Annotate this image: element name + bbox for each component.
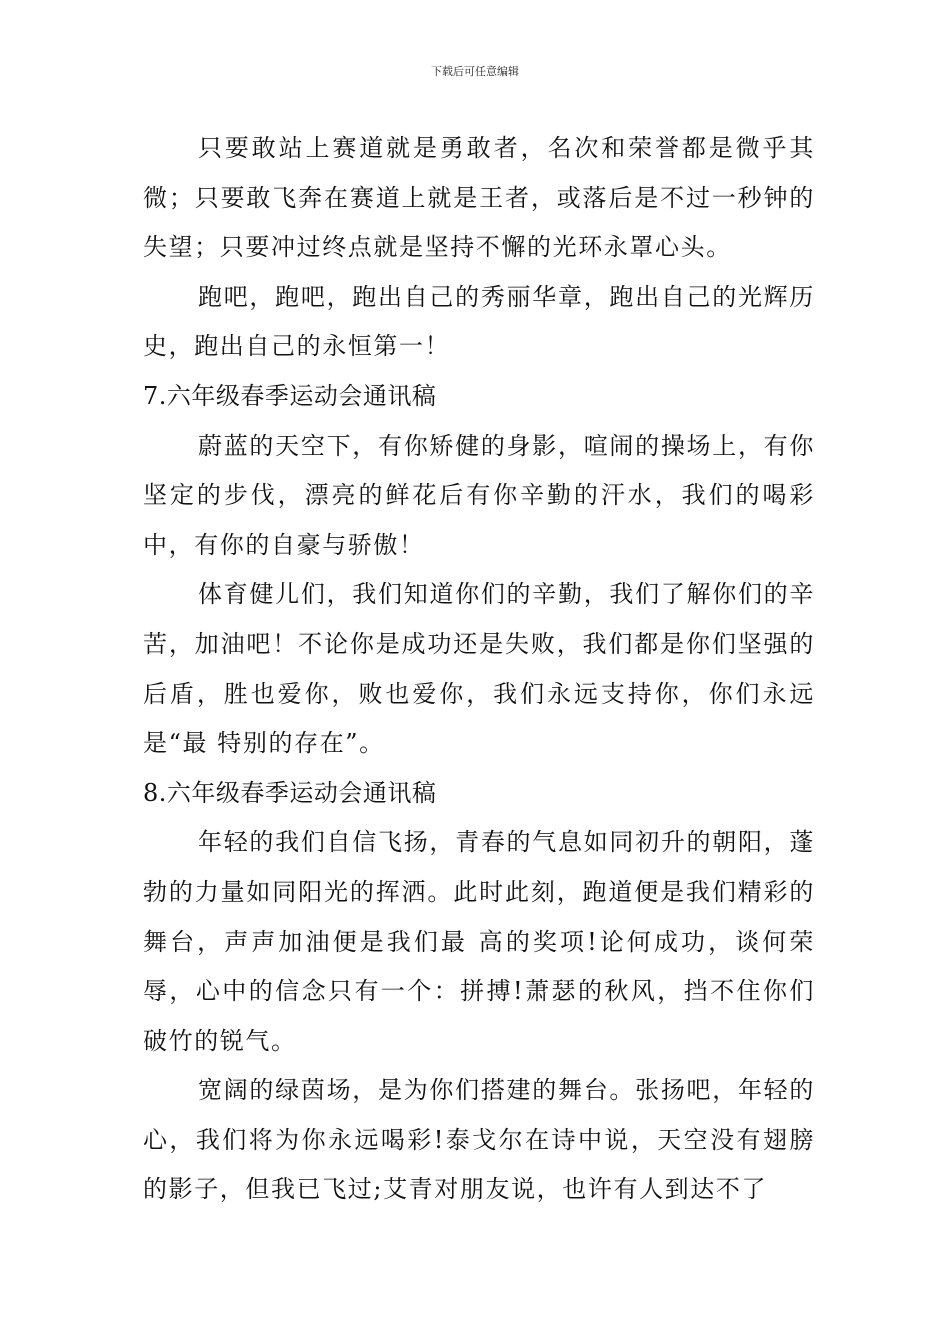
paragraph: 蔚蓝的天空下，有你矫健的身影，喧闹的操场上，有你坚定的步伐，漂亮的鲜花后有你辛勤的汗水，我们的喝彩中，有你的自豪与骄傲！ xyxy=(143,431,815,559)
document-body xyxy=(143,124,815,1215)
paragraph: 只要敢站上赛道就是勇敢者，名次和荣誉都是微乎其微；只要敢飞奔在赛道上就是王者，或落后是不过一秒钟的失望；只要冲过终点就是坚持不懈的光环永罩心头。 xyxy=(143,134,815,262)
section-heading: 7.六年级春季运动会通讯稿 xyxy=(143,381,437,410)
paragraph: 年轻的我们自信飞扬，青春的气息如同初升的朝阳，蓬勃的力量如同阳光的挥洒。此时此刻，跑道便是我们精彩的舞台，声声加油便是我们最 高的奖项!论何成功，谈何荣辱，心中的信念只有一个：拼搏!萧瑟的秋风，挡不住你们破竹的锐气。 xyxy=(143,828,815,1055)
paragraph: 宽阔的绿茵场，是为你们搭建的舞台。张扬吧，年轻的心，我们将为你永远喝彩!泰戈尔在诗中说，天空没有翅膀的影子，但我已飞过;艾青对朋友说，也许有人到达不了 xyxy=(143,1076,815,1204)
paragraph: 跑吧，跑吧，跑出自己的秀丽华章，跑出自己的光辉历史，跑出自己的永恒第一！ xyxy=(143,282,815,361)
paragraph: 体育健儿们，我们知道你们的辛勤，我们了解你们的辛苦，加油吧！不论你是成功还是失败，我们都是你们坚强的后盾，胜也爱你，败也爱你，我们永远支持你，你们永远是“最 特别的存在”。 xyxy=(143,580,815,758)
page-header-note: 下载后可任意编辑 xyxy=(431,65,519,78)
section-heading: 8.六年级春季运动会通讯稿 xyxy=(143,778,437,807)
